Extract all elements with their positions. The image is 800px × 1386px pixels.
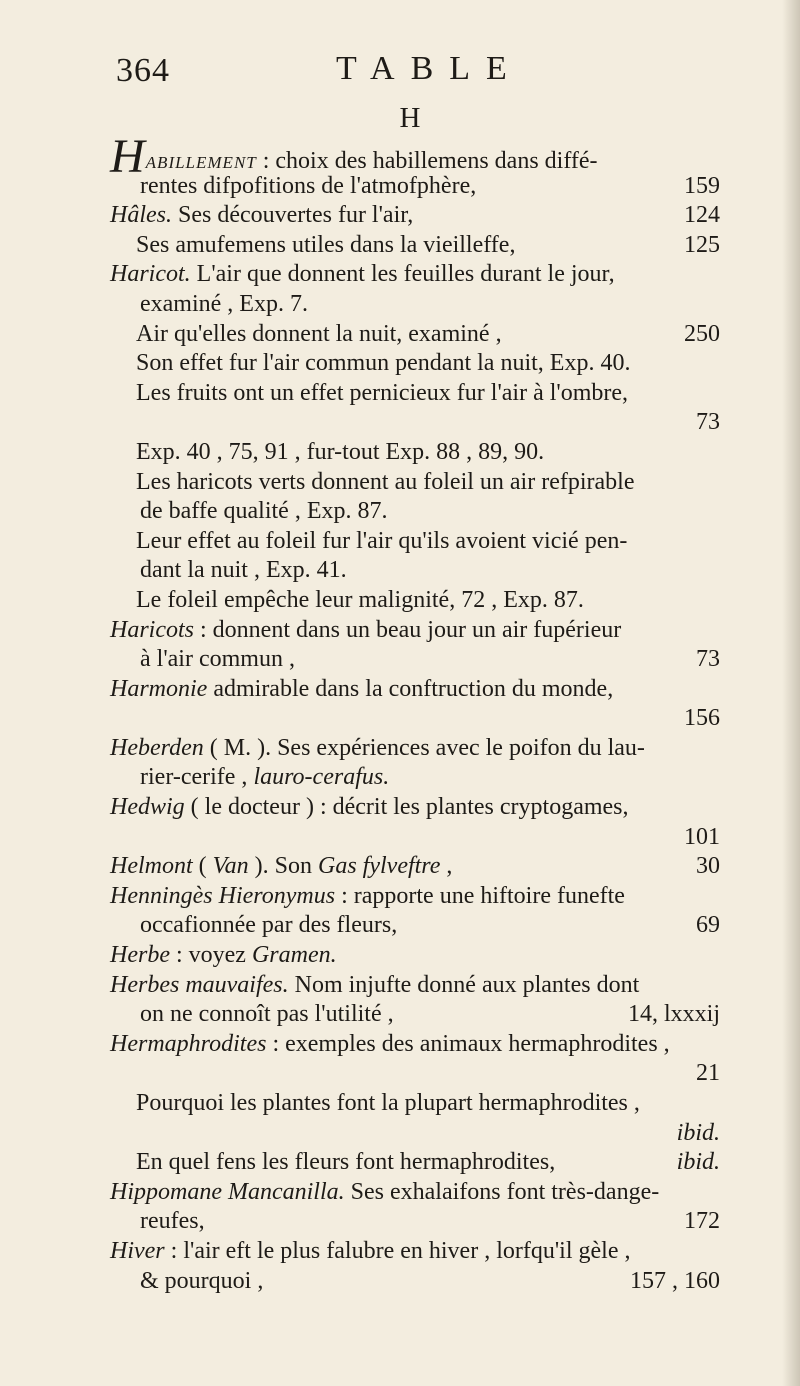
entry-line <box>110 1089 720 1119</box>
entry-line <box>110 231 720 261</box>
entry-text: Leur effet au foleil fur l'air qu'ils avoient vicié pen- <box>136 527 628 554</box>
entry-headword: Gramen. <box>251 942 337 969</box>
entry-text: L'air que donnent les feuilles durant le jour, <box>190 261 615 288</box>
page-reference: 250 <box>684 320 720 347</box>
entry-text: : donnent dans un beau jour un air fupérieur <box>194 616 622 643</box>
entry-line <box>110 911 720 941</box>
entry-headword: Hâles. <box>110 202 172 229</box>
entry-text: : voyez <box>169 942 252 969</box>
entry-text: Son effet fur l'air commun pendant la nuit, Exp. 40. <box>136 350 631 377</box>
entry-text: : exemples des animaux hermaphrodites , <box>266 1030 670 1057</box>
index-entry <box>110 941 720 971</box>
index-entry <box>110 734 720 793</box>
entry-line <box>110 882 720 912</box>
page-reference: 69 <box>696 912 720 939</box>
entry-headword: Hedwig <box>110 794 185 821</box>
entry-line <box>110 1207 720 1237</box>
entry-line <box>110 172 720 202</box>
index-entry <box>110 882 720 941</box>
index-entry <box>110 1178 720 1237</box>
entry-line <box>110 260 720 290</box>
entry-text: occafionnée par des fleurs, <box>140 912 398 939</box>
entry-line <box>110 645 720 675</box>
entry-line <box>110 527 720 557</box>
entry-line <box>110 290 720 320</box>
entry-text: dant la nuit , Exp. 41. <box>140 557 347 584</box>
entry-line <box>110 468 720 498</box>
entry-text: Exp. 40 , 75, 91 , fur-tout Exp. 88 , 89, 90. <box>136 438 545 465</box>
entry-text: reufes, <box>140 1208 205 1235</box>
entry-line <box>110 438 720 468</box>
page-edge-shadow <box>782 0 800 1386</box>
entry-line <box>110 675 720 705</box>
entry-line <box>110 793 720 823</box>
index-entry <box>110 130 720 201</box>
entry-line <box>110 1059 720 1089</box>
page-reference: 125 <box>684 231 720 258</box>
entry-headword: Helmont <box>110 853 193 880</box>
entry-line <box>110 852 720 882</box>
entry-text: : rapporte une hiftoire funefte <box>335 882 625 909</box>
entry-headword: lauro-cerafus. <box>253 764 390 791</box>
page-reference: 30 <box>696 853 720 880</box>
entry-text: Les fruits ont un effet pernicieux fur l'air à l'ombre, <box>136 379 629 406</box>
entry-headword: Haricots <box>110 616 194 643</box>
index-entry <box>110 793 720 852</box>
entry-line <box>110 586 720 616</box>
entry-text: ). Son <box>248 853 318 880</box>
entry-line <box>110 1237 720 1267</box>
entry-text: , <box>440 853 453 880</box>
page-reference: 21 <box>696 1060 720 1087</box>
index-entry <box>110 1030 720 1178</box>
entry-headword: Haricot. <box>110 261 191 288</box>
entry-line <box>110 1030 720 1060</box>
entry-headword: Van <box>212 853 249 880</box>
page-reference: 156 <box>684 705 720 732</box>
entry-line <box>110 379 720 409</box>
entry-text: : choix des habillemens dans diffé- <box>256 148 598 174</box>
entry-line <box>110 556 720 586</box>
entry-text: admirable dans la conftruction du monde, <box>207 675 614 702</box>
entry-line <box>110 349 720 379</box>
entry-headword: Gas fylveftre <box>318 853 441 880</box>
entry-headword: Henningès Hieronymus <box>110 882 336 909</box>
entry-text: Ses exhalaifons font très-dange- <box>344 1178 660 1205</box>
entry-line <box>110 497 720 527</box>
entry-text: : l'air eft le plus falubre en hiver , lorfqu'il gèle , <box>164 1237 631 1264</box>
running-title: TABLE <box>336 50 523 87</box>
entry-headword: Hiver <box>110 1237 165 1264</box>
index-entry <box>110 201 720 260</box>
page-reference: 73 <box>696 409 720 436</box>
page-reference: 124 <box>684 202 720 229</box>
section-letter: H <box>399 102 421 134</box>
entry-headword: Heberden <box>110 734 204 761</box>
entry-line <box>110 734 720 764</box>
entry-text: Ses amufemens utiles dans la vieilleffe, <box>136 231 516 258</box>
page-reference: 157 , 160 <box>630 1267 720 1294</box>
index-entry <box>110 1237 720 1296</box>
entry-text: ( M. ). Ses expériences avec le poifon du lau- <box>203 734 645 761</box>
entry-line <box>110 201 720 231</box>
page-reference: 73 <box>696 646 720 673</box>
index-entry <box>110 616 720 675</box>
entry-text: ( le docteur ) : décrit les plantes cryptogames, <box>184 794 629 821</box>
entry-text: H <box>110 130 145 183</box>
page-reference: ibid. <box>676 1119 720 1146</box>
page-reference: 14, lxxxij <box>627 1001 720 1028</box>
entry-line <box>110 320 720 350</box>
entry-text: ABILLEMENT <box>145 153 257 172</box>
index-entry <box>110 971 720 1030</box>
entry-text: Nom injufte donné aux plantes dont <box>288 971 640 998</box>
entry-headword: Herbes mauvaifes. <box>110 971 289 998</box>
entry-line <box>110 941 720 971</box>
entry-text: on ne connoît pas l'utilité , <box>140 1001 394 1028</box>
entry-text: ( <box>192 853 213 880</box>
entry-line <box>110 1267 720 1297</box>
index-entry <box>110 260 720 615</box>
entry-line <box>110 1000 720 1030</box>
entry-text: Ses découvertes fur l'air, <box>172 202 414 229</box>
entry-headword: Herbe <box>110 942 170 969</box>
entry-headword: Hermaphrodites <box>110 1030 267 1057</box>
entry-line <box>110 823 720 853</box>
index-entry <box>110 675 720 734</box>
entry-text: rentes difpofitions de l'atmofphère, <box>140 172 477 199</box>
entry-text: Le foleil empêche leur malignité, 72 , Exp. 87. <box>136 586 584 613</box>
entry-text: de baffe qualité , Exp. 87. <box>140 498 388 525</box>
entry-line <box>110 1119 720 1149</box>
entry-line <box>110 704 720 734</box>
entry-line <box>110 763 720 793</box>
entry-text: examiné , Exp. 7. <box>140 290 308 317</box>
entry-line <box>110 971 720 1001</box>
entry-text: & pourquoi , <box>140 1267 264 1294</box>
entry-line <box>110 1148 720 1178</box>
entry-line <box>110 616 720 646</box>
entry-text: Air qu'elles donnent la nuit, examiné , <box>136 320 502 347</box>
entry-headword: Harmonie <box>110 675 208 702</box>
entry-text: Pourquoi les plantes font la plupart hermaphrodites , <box>136 1090 640 1116</box>
index-entry <box>110 852 720 882</box>
entry-text: Les haricots verts donnent au foleil un air refpirable <box>136 468 635 495</box>
entry-headword: Hippomane Mancanilla. <box>110 1178 345 1205</box>
index-entries <box>110 130 720 1296</box>
entry-line <box>110 130 720 183</box>
page-number: 364 <box>116 52 170 89</box>
entry-text: rier-cerife , <box>140 764 254 791</box>
entry-line <box>110 1178 720 1208</box>
page-reference: ibid. <box>676 1149 720 1176</box>
page-reference: 159 <box>684 172 720 199</box>
entry-text: à l'air commun , <box>140 646 295 673</box>
entry-text: En quel fens les fleurs font hermaphrodites, <box>136 1149 556 1176</box>
page-reference: 172 <box>684 1208 720 1235</box>
entry-line <box>110 408 720 438</box>
page-reference: 101 <box>684 823 720 850</box>
